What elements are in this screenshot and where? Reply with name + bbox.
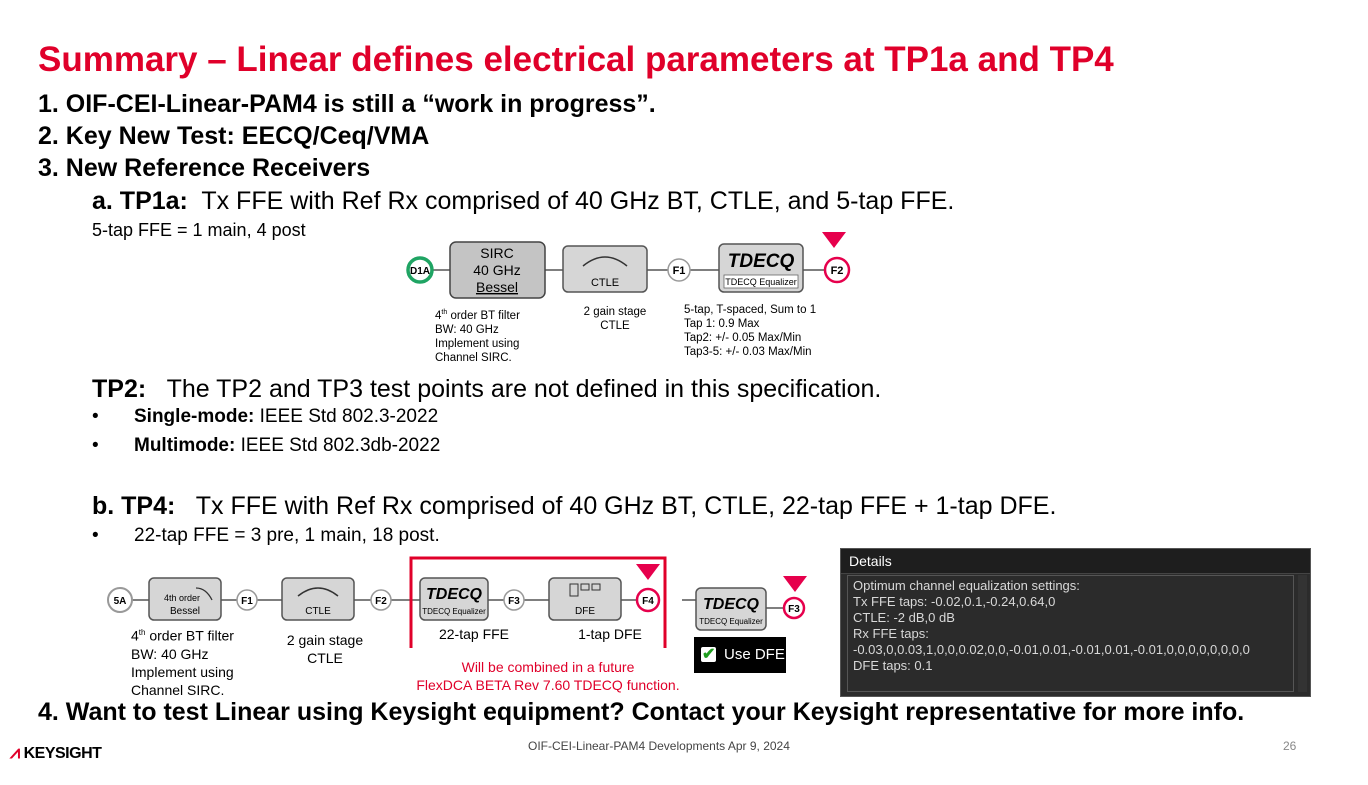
svg-text:F2: F2 — [375, 596, 387, 607]
svg-text:F3: F3 — [508, 596, 520, 607]
svg-text:F2: F2 — [830, 265, 844, 277]
svg-text:F1: F1 — [241, 596, 253, 607]
sirc-line-2: 40 GHz — [473, 262, 521, 278]
sirc-line-3: Bessel — [475, 279, 519, 295]
details-header: Details — [841, 549, 1310, 574]
node-f1 — [668, 259, 690, 281]
point-1: 1. OIF-CEI-Linear-PAM4 is still a “work in progress”. — [38, 90, 656, 118]
ffe-22-label: 22-tap FFE — [438, 626, 510, 642]
details-scrollbar[interactable] — [1298, 575, 1307, 692]
probe-marker-icon — [783, 576, 807, 592]
use-dfe-label: Use DFE — [724, 646, 785, 663]
node-d1a — [408, 258, 432, 282]
node-f2b — [371, 590, 391, 610]
node-5a — [108, 588, 132, 612]
node-f4 — [636, 564, 660, 611]
footer-text: OIF-CEI-Linear-PAM4 Developments Apr 9, 2024 — [528, 739, 790, 753]
svg-text:CTLE: CTLE — [305, 606, 331, 617]
svg-text:DFE: DFE — [575, 606, 595, 617]
details-body: Optimum channel equalization settings: Tx FFE taps: -0.02,0.1,-0.24,0.64,0 CTLE: -2 dB,0 dB Rx FFE taps: -0.03,0,0.03,1,0,0,0.02,0,0,-0.01,0.01,-0.01,0.01,-0.01,0,0,0,0,0,0,0,0 DFE taps: 0.1 — [847, 575, 1294, 692]
tp1a-sub: 5-tap FFE = 1 main, 4 post — [92, 220, 306, 240]
details-panel — [840, 548, 1311, 697]
node-d1a-label: D1A — [409, 266, 431, 277]
svg-text:TDECQ: TDECQ — [727, 251, 795, 272]
checkbox-checked-icon: ✔ — [702, 646, 716, 663]
node-f1b — [237, 590, 257, 610]
bessel-block — [149, 578, 221, 620]
ctle-label-1: CTLE — [590, 277, 620, 289]
svg-text:TDECQ Equalizer: TDECQ Equalizer — [725, 277, 797, 287]
tdecq-block-2 — [420, 578, 488, 620]
point-3: 3. New Reference Receivers — [38, 154, 371, 182]
probe-marker-icon — [636, 564, 660, 580]
tp4-label: b. TP4: — [92, 492, 176, 520]
tp1a-text: Tx FFE with Ref Rx comprised of 40 GHz BT, CTLE, and 5-tap FFE. — [201, 187, 955, 215]
svg-text:4th order: 4th order — [163, 593, 201, 603]
node-f2 — [822, 232, 849, 282]
svg-text:F4: F4 — [642, 596, 654, 607]
point-2: 2. Key New Test: EECQ/Ceq/VMA — [38, 122, 430, 150]
svg-text:TDECQ Equalizer: TDECQ Equalizer — [422, 607, 486, 616]
svg-text:F1: F1 — [672, 265, 686, 277]
tp1a-ctle-note: 2 gain stage CTLE — [583, 306, 647, 332]
use-dfe-checkbox[interactable] — [694, 637, 786, 673]
svg-text:F3: F3 — [788, 604, 800, 615]
node-f3b — [783, 576, 807, 618]
sirc-line-1: SIRC — [480, 245, 514, 261]
svg-text:Bessel: Bessel — [169, 606, 201, 617]
tdecq-block-1 — [719, 244, 803, 292]
page-title: Summary – Linear defines electrical parameters at TP1a and TP4 — [38, 40, 1114, 79]
tp2-bullet-1: • Single-mode: IEEE Std 802.3-2022 — [92, 406, 439, 427]
svg-text:TDECQ: TDECQ — [426, 586, 482, 603]
future-note: Will be combined in a future FlexDCA BETA Rev 7.60 TDECQ function. — [416, 659, 680, 693]
tp1a-ffe-note: 5-tap, T-spaced, Sum to 1 Tap 1: 0.9 Max Tap2: +/- 0.05 Max/Min Tap3-5: +/- 0.03 Max/Min — [684, 304, 817, 358]
svg-text:TDECQ Equalizer: TDECQ Equalizer — [699, 617, 763, 626]
point-4: 4. Want to test Linear using Keysight equipment? Contact your Keysight representative for more info. — [38, 698, 1245, 726]
sirc-block — [450, 242, 545, 298]
tp1a-label: a. TP1a: — [92, 187, 188, 215]
tp2-line — [92, 375, 881, 404]
ctle-block-1 — [563, 246, 647, 292]
tp4-bt-note: 4th order BT filter BW: 40 GHz Implement using Channel SIRC. — [131, 627, 234, 698]
page-number: 26 — [1283, 739, 1297, 753]
tp2-text: The TP2 and TP3 test points are not defined in this specification. — [166, 375, 882, 403]
tp1a-diagram — [400, 228, 860, 308]
tp1a-line — [92, 187, 954, 216]
tp1a-bt-note: 4th order BT filter BW: 40 GHz Implement using Channel SIRC. — [435, 309, 520, 364]
probe-marker-icon — [822, 232, 846, 248]
svg-text:TDECQ: TDECQ — [703, 596, 759, 613]
node-f3 — [504, 590, 524, 610]
tp4-line — [92, 492, 1056, 521]
tp4-ctle-note: 2 gain stage CTLE — [286, 632, 364, 666]
keysight-logo: ⩘ KEYSIGHT — [10, 742, 102, 762]
tp4-bullet: • 22-tap FFE = 3 pre, 1 main, 18 post. — [92, 525, 440, 546]
dfe-block — [549, 578, 621, 620]
tp4-text: Tx FFE with Ref Rx comprised of 40 GHz BT, CTLE, 22-tap FFE + 1-tap DFE. — [195, 492, 1057, 520]
ctle-block-2 — [282, 578, 354, 620]
dfe-1-label: 1-tap DFE — [578, 626, 642, 642]
tp2-bullet-2: • Multimode: IEEE Std 802.3db-2022 — [92, 435, 441, 456]
svg-text:5A: 5A — [113, 596, 127, 607]
keysight-wave-icon: ⩘ — [10, 742, 20, 762]
tp2-label: TP2: — [92, 375, 147, 403]
tdecq-block-3 — [696, 588, 766, 630]
